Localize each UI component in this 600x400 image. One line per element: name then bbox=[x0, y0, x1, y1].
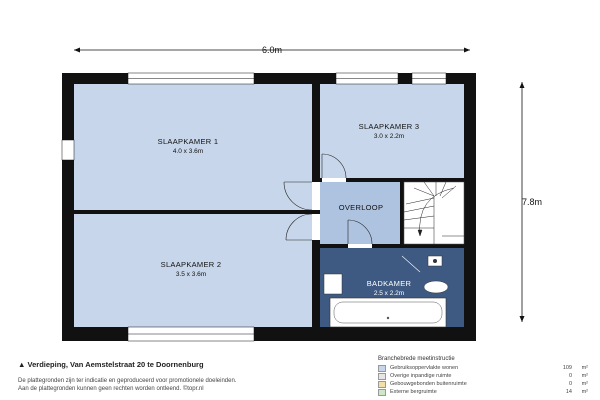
room-size-slaapkamer-1: 4.0 x 3.6m bbox=[172, 148, 204, 155]
room-label-slaapkamer-2: SLAAPKAMER 2 bbox=[160, 260, 222, 269]
room-slaapkamer-1 bbox=[74, 84, 312, 210]
room-size-badkamer: 2.5 x 2.2m bbox=[373, 290, 405, 297]
width-dimension bbox=[74, 45, 470, 55]
room-size-slaapkamer-3: 3.0 x 2.2m bbox=[373, 133, 405, 140]
legend-swatch bbox=[378, 373, 386, 380]
legend-row bbox=[378, 372, 588, 380]
plan-title-text: Verdieping, Van Aemstelstraat 20 te Doornenburg bbox=[27, 360, 204, 369]
legend-value: 0 bbox=[568, 381, 572, 387]
staircase bbox=[404, 182, 464, 244]
copyright-icon: © bbox=[182, 386, 188, 392]
credit-text: topr.nl bbox=[187, 386, 204, 392]
legend-unit: m² bbox=[581, 389, 588, 395]
area-legend bbox=[378, 356, 588, 396]
legend-label: Gebruiksoppervlakte wonen bbox=[390, 365, 459, 371]
disclaimer-text: Aan de plattegronden kunnen geen rechten worden ontleend. bbox=[18, 386, 182, 392]
plan-title bbox=[18, 360, 204, 369]
room-label-badkamer: BADKAMER bbox=[366, 279, 412, 288]
room-label-overloop: OVERLOOP bbox=[338, 203, 384, 212]
room-label-slaapkamer-1: SLAAPKAMER 1 bbox=[157, 137, 219, 146]
legend-unit: m² bbox=[581, 373, 588, 379]
depth-dimension bbox=[520, 82, 543, 322]
room-label-slaapkamer-3: SLAAPKAMER 3 bbox=[358, 122, 420, 131]
room-size-slaapkamer-2: 3.5 x 3.6m bbox=[175, 271, 207, 278]
disclaimer-line-1: De plattegronden zijn ter indicatie en geproduceerd voor promotionele doeleinden. bbox=[18, 378, 237, 384]
legend-unit: m² bbox=[581, 381, 588, 387]
compass-icon: ▲ bbox=[18, 360, 26, 369]
legend-title: Branchebrede meetinstructie bbox=[378, 356, 455, 362]
legend-swatch bbox=[378, 389, 386, 396]
depth-label: 7.8m bbox=[521, 197, 543, 207]
legend-label: Externe bergruimte bbox=[390, 389, 437, 395]
legend-row bbox=[378, 364, 588, 372]
disclaimer-line-2 bbox=[18, 386, 204, 392]
room-overloop bbox=[320, 182, 400, 244]
legend-value: 109 bbox=[562, 365, 572, 371]
width-label: 6.0m bbox=[261, 45, 283, 55]
legend-value: 0 bbox=[568, 373, 572, 379]
legend-swatch bbox=[378, 365, 386, 372]
legend-row bbox=[378, 380, 588, 388]
legend-label: Gebouwgebonden buitenruimte bbox=[390, 381, 467, 387]
legend-row bbox=[378, 388, 588, 396]
legend-value: 14 bbox=[565, 389, 572, 395]
legend-unit: m² bbox=[581, 365, 588, 371]
legend-swatch bbox=[378, 381, 386, 388]
legend-label: Overige inpandige ruimte bbox=[390, 373, 452, 379]
